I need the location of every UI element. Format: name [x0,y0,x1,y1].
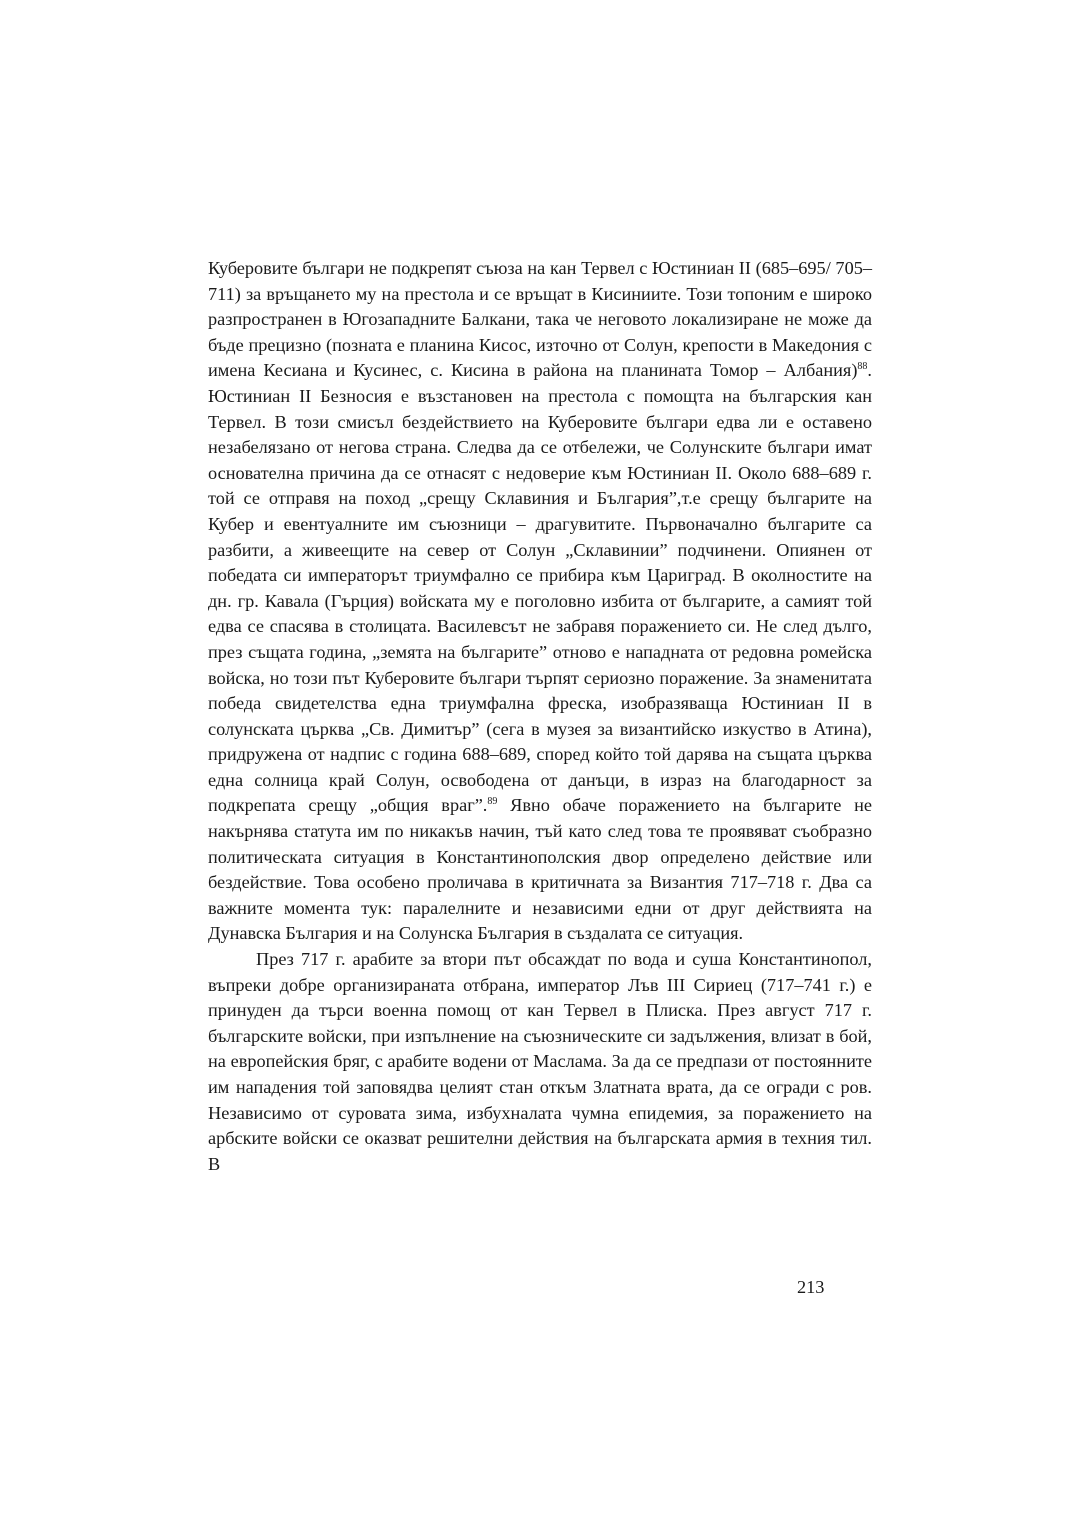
paragraph [208,947,872,1177]
paragraph [208,256,872,947]
paragraph-text: Куберовите българи не подкрепят съюза на кан Тервел с Юстиниан II (685–695/ 705–711) за връщането му на престола и се връщат в Кисиниите. Този топоним е широко разпространен в Югозападните Балкани, така че неговото локализиране не може да бъде прецизно (позната е планина Кисос, източно от Солун, крепости в Македония с имена Кесиана и Кусинес, с. Кисина в района на планината Томор – Албания) [208,258,872,381]
footnote-marker: 88 [857,361,868,373]
paragraph-text: Явно обаче поражението на българите не накърнява статута им по никакъв начин, тъй като след това те проявяват съобразно политическата ситуация в Константинополския двор определено действие или бездействие. Това особено проличава в критичната за Византия 717–718 г. Два са важните момента тук: паралелните и независими едни от друг действията на Дунавска България и на Солунска България в създалата се ситуация. [208,795,872,944]
main-text [208,256,872,1177]
paragraph-text: През 717 г. арабите за втори път обсаждат по вода и суша Константинопол, въпреки добре организираната отбрана, император Лъв III Сириец (717–741 г.) е принуден да търси военна помощ от кан Тервел в Плиска. През август 717 г. българските войски, при изпълнение на съюзническите си задължения, влизат в бой, на европейския бряг, с арабите водени от Маслама. За да се предпази от постоянните им нападения той заповядва целият стан откъм Златната врата, да се огради с ров. Независимо от суровата зима, избухналата чумна епидемия, за поражението на арбските войски се оказват решителни действия на българската армия в техния тил. В [208,949,872,1174]
page-number: 213 [797,1277,825,1297]
footnote-marker: 89 [487,796,498,808]
paragraph-text: . Юстиниан II Безносия е възстановен на престола с помощта на българския кан Тервел. В този смисъл бездействието на Куберовите българи едва ли е оставено незабелязано от негова страна. Следва да се отбележи, че Солунските българи имат основателна причина да се отнасят с недоверие към Юстиниан II. Около 688–689 г. той се отправя на поход „срещу Склавиния и България”,т.е срещу българите на Кубер и евентуалните им съюзници – драгувитите. Първоначално българите са разбити, а живеещите на север от Солун „Склавинии” подчинени. Опиянен от победата си императорът триумфално се прибира към Цариград. В околностите на дн. гр. Кавала (Гърция) войската му е поголовно избита от българите, а самият той едва се спасява в столицата. Василевсът не забравя поражението си. Не след дълго, през същата година, „земята на българите” отново е нападната от редовна ромейска войска, но този път Куберовите българи търпят сериозно поражение. За знаменитата победа свидетелства една триумфална фреска, изобразяваща Юстиниан II в солунската църква „Св. Димитър” (сега в музея за византийско изкуство в Атина), придружена от надпис с година 688–689, според който той дарява на същата църква една солница край Солун, освободена от данъци, в израз на благодарност за подкрепата срещу „общия враг”. [208,360,872,816]
